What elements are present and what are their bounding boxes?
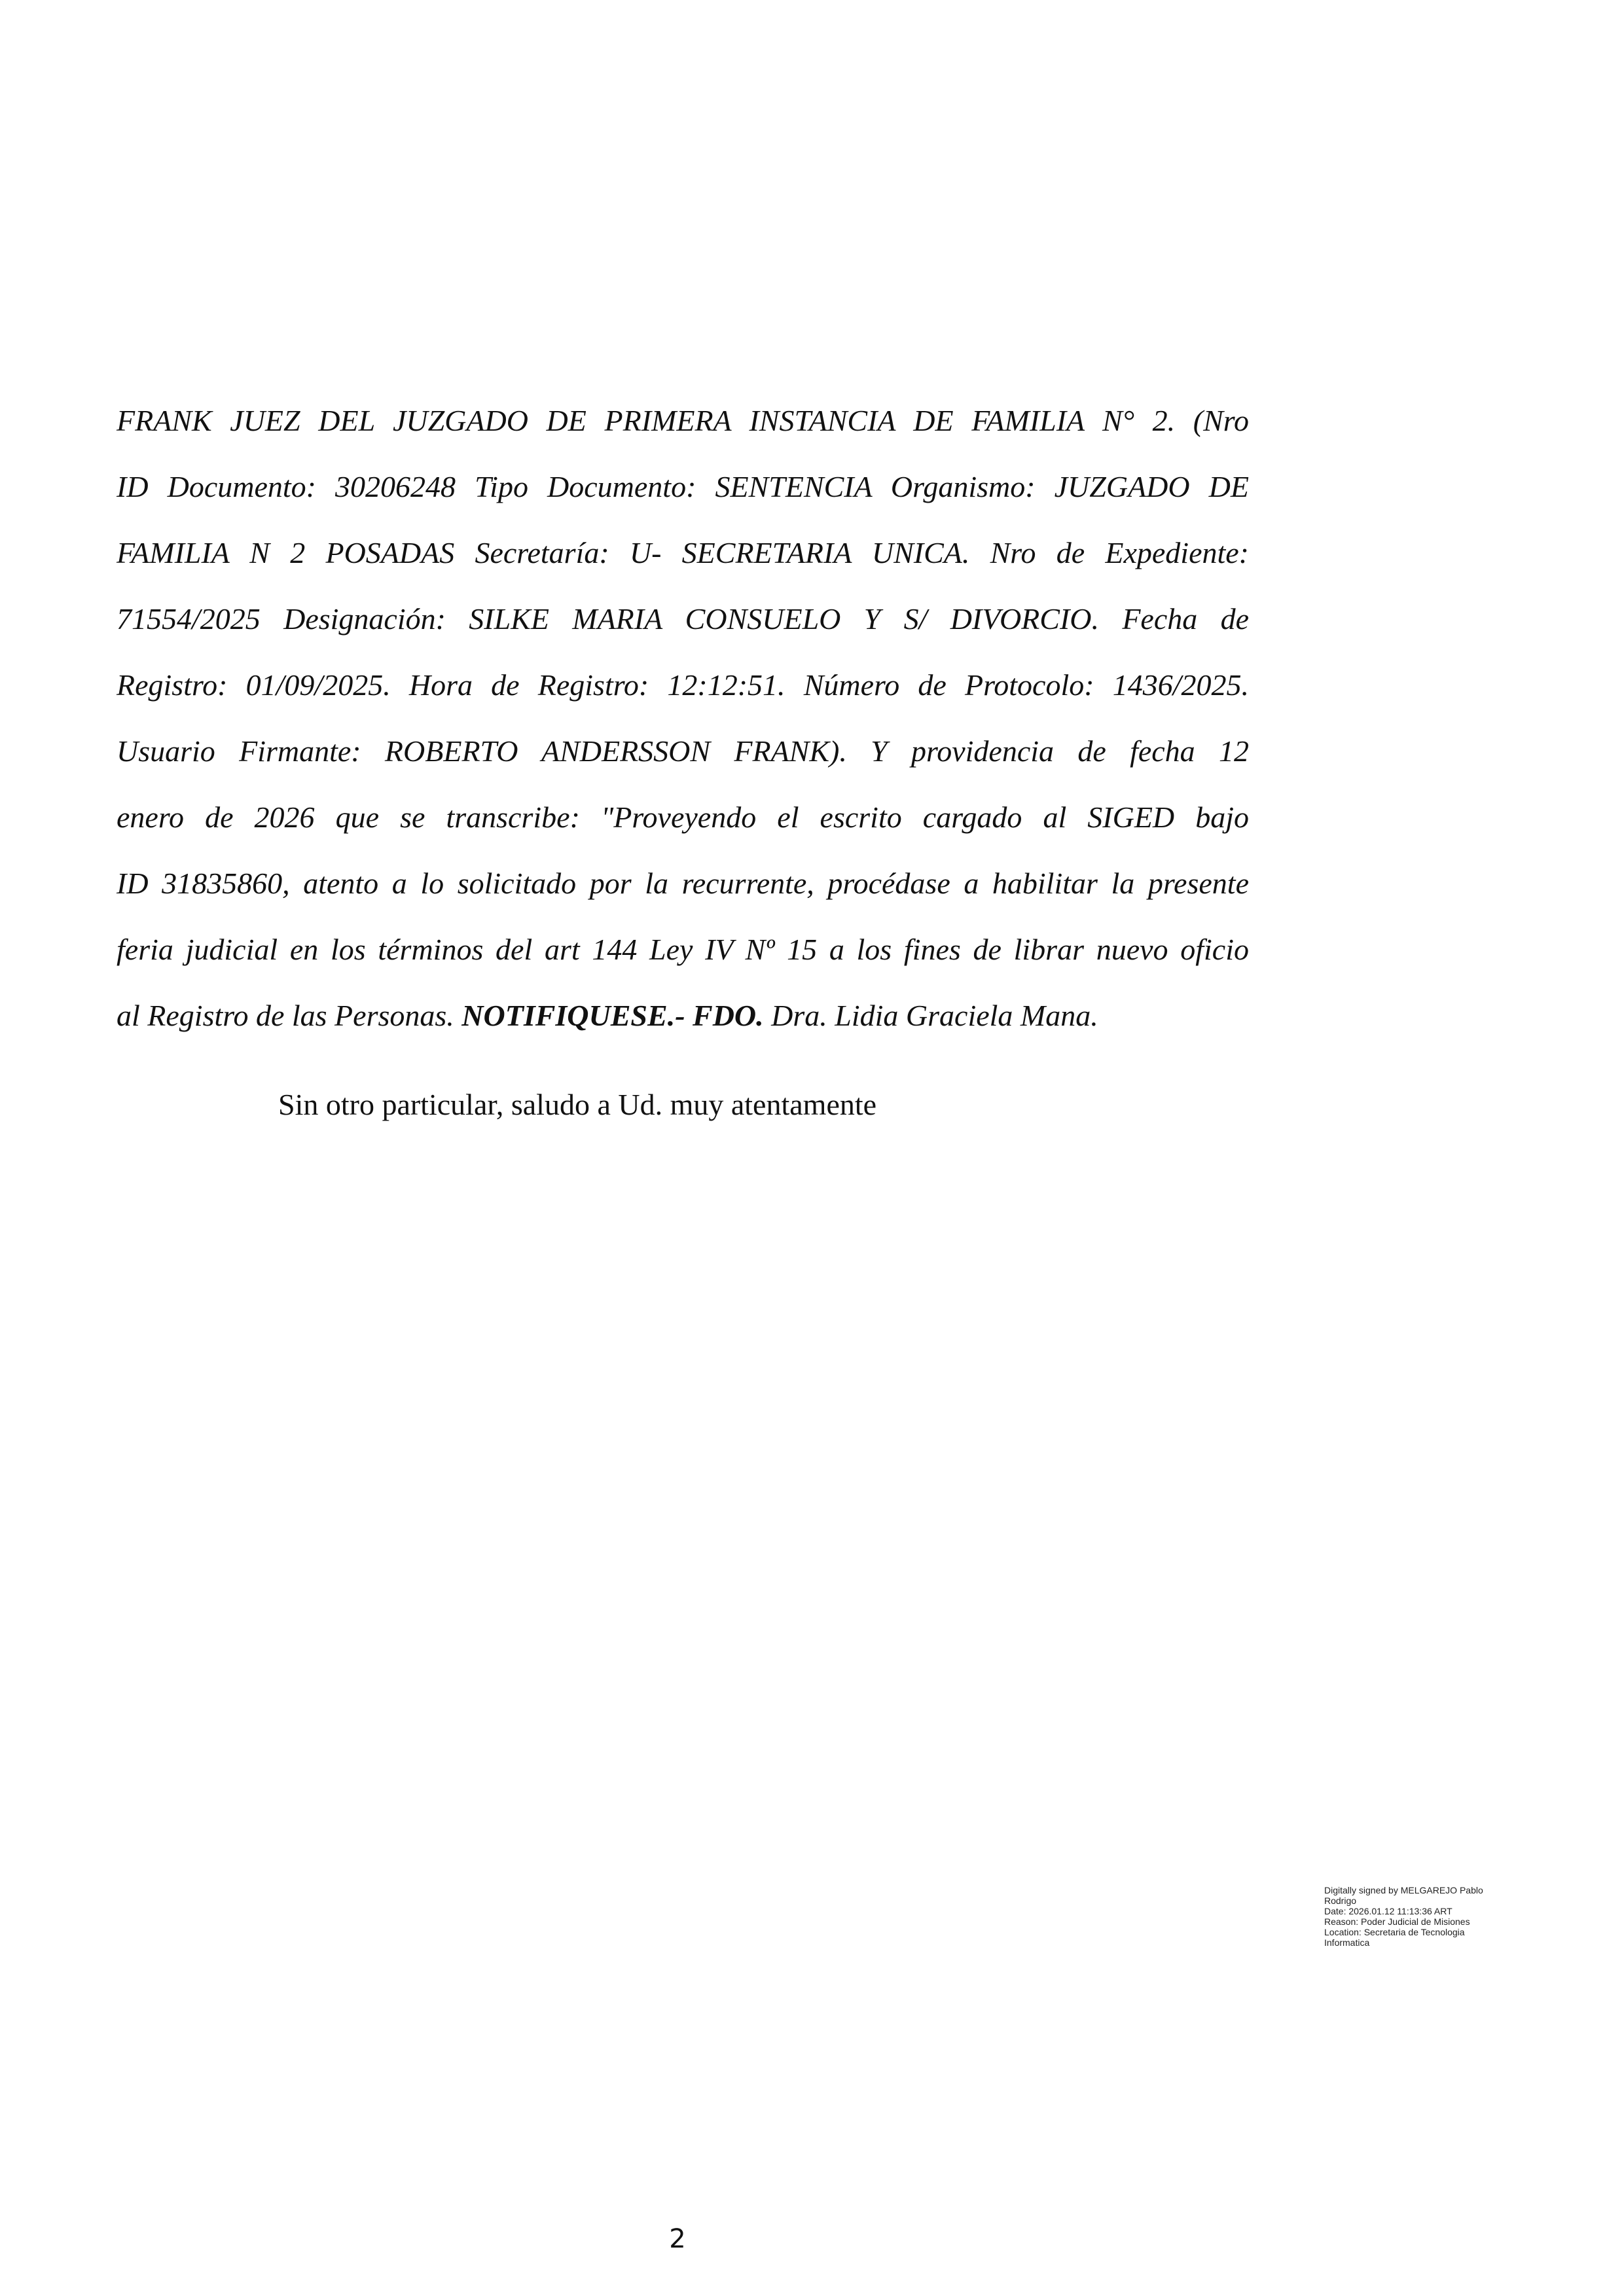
body-line-3: FAMILIA N 2 POSADAS Secretaría: U- SECRETARIA UNICA. Nro de Expediente:	[117, 536, 1249, 569]
signature-line-2: Rodrigo	[1324, 1895, 1357, 1906]
body-line-1: FRANK JUEZ DEL JUZGADO DE PRIMERA INSTANCIA DE FAMILIA N° 2. (Nro	[117, 404, 1249, 437]
signature-line-4: Reason: Poder Judicial de Misiones	[1324, 1916, 1470, 1927]
signature-line-3: Date: 2026.01.12 11:13:36 ART	[1324, 1906, 1453, 1916]
body-line-9: feria judicial en los términos del art 144 Ley IV Nº 15 a los fines de librar nuevo oficio	[117, 933, 1249, 966]
body-line-2: ID Documento: 30206248 Tipo Documento: SENTENCIA Organismo: JUZGADO DE	[117, 470, 1249, 503]
body-line-5: Registro: 01/09/2025. Hora de Registro: 12:12:51. Número de Protocolo: 1436/2025.	[117, 668, 1249, 702]
body-line-10-start: al Registro de las Personas.	[117, 999, 462, 1032]
notifiquese-signature-text: NOTIFIQUESE.- FDO.	[461, 999, 764, 1032]
digital-signature-block	[1324, 1885, 1540, 1948]
page-number: 2	[669, 2224, 686, 2254]
body-line-6: Usuario Firmante: ROBERTO ANDERSSON FRANK). Y providencia de fecha 12	[117, 734, 1249, 768]
signature-line-1: Digitally signed by MELGAREJO Pablo	[1324, 1885, 1483, 1895]
signature-line-5: Location: Secretaria de Tecnologia	[1324, 1927, 1465, 1937]
body-line-10	[117, 982, 1249, 1049]
body-line-4: 71554/2025 Designación: SILKE MARIA CONSUELO Y S/ DIVORCIO. Fecha de	[117, 602, 1249, 636]
body-paragraph	[117, 387, 1249, 1049]
body-line-10-end: Dra. Lidia Graciela Mana.	[763, 999, 1098, 1032]
body-line-7: enero de 2026 que se transcribe: "Proveyendo el escrito cargado al SIGED bajo	[117, 800, 1249, 834]
closing-salutation: Sin otro particular, saludo a Ud. muy atentamente	[278, 1088, 877, 1121]
signature-line-6: Informatica	[1324, 1937, 1370, 1948]
body-line-8: ID 31835860, atento a lo solicitado por la recurrente, procédase a habilitar la presente	[117, 867, 1249, 900]
